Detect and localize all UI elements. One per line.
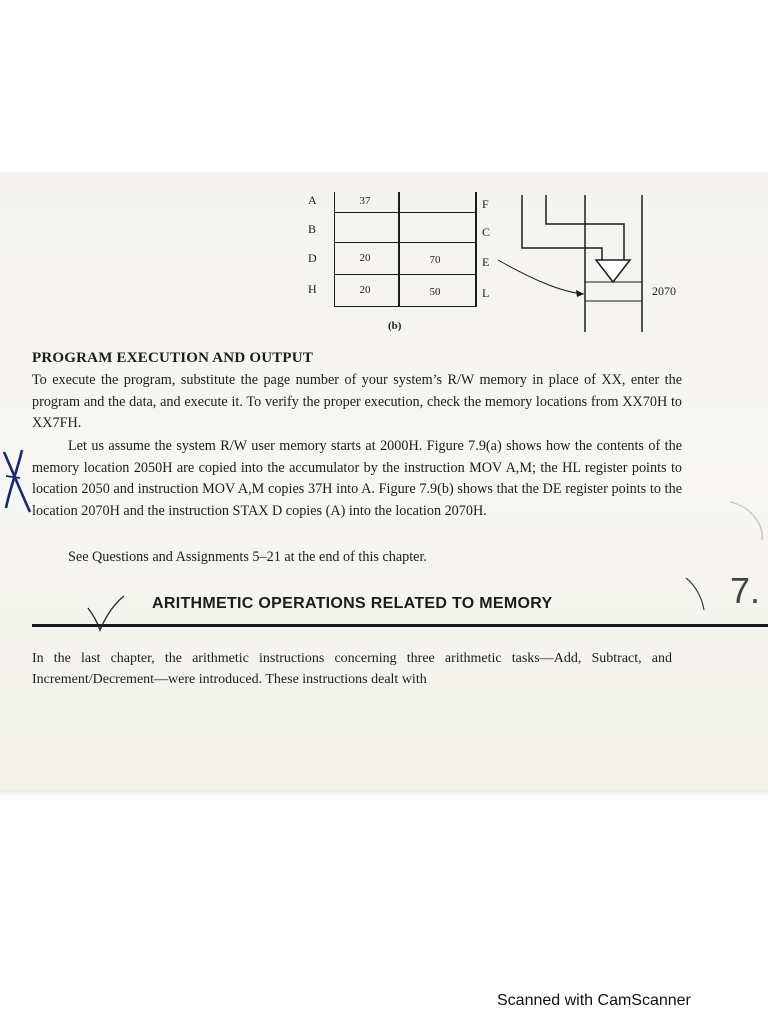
register-label-a: A <box>308 193 317 207</box>
register-label-f: F <box>482 197 489 211</box>
register-label-b: B <box>308 222 317 236</box>
paragraph-figure-description: Let us assume the system R/W user memory starts at 2000H. Figure 7.9(a) shows how the contents of the memory location 2050H are copied into the accumulator by the instruction MOV A,M; the HL register points to location 2050 and instruction MOV A,M copies 37H into A. Figure 7.9(b) shows that the DE register points to the location 2070H and the instruction STAX D copies (A) into the location 2070H. <box>32 438 682 519</box>
memory-diagram <box>470 190 650 340</box>
grid-line <box>334 306 476 307</box>
scanner-watermark: Scanned with CamScanner <box>497 992 691 1009</box>
register-a-value: 37 <box>359 195 371 207</box>
figure-caption: (b) <box>388 320 402 332</box>
register-label-d: D <box>308 251 317 265</box>
down-arrow-icon <box>596 260 630 282</box>
register-label-e: E <box>482 255 490 269</box>
section-number: 7. <box>730 570 761 611</box>
register-label-h: H <box>308 282 317 296</box>
pointer-arrow <box>498 260 584 294</box>
register-h-value: 20 <box>359 284 371 296</box>
page-edge <box>0 790 768 796</box>
register-e-value: 70 <box>429 254 441 266</box>
register-label-c: C <box>482 225 491 239</box>
register-d-value: 20 <box>359 252 371 264</box>
grid-line <box>334 274 476 275</box>
grid-line <box>334 212 476 213</box>
pointer-arrowhead <box>576 290 584 297</box>
paragraph-arithmetic-intro: In the last chapter, the arithmetic instructions concerning three arithmetic tasks—Add, Subtract, and Increment/Decrement—were introduced. These instructions dealt with <box>32 651 672 687</box>
pen-check-mark-icon <box>86 594 126 634</box>
data-path-outer <box>522 195 602 260</box>
paragraph-program-execution: To execute the program, substitute the page number of your system’s R/W memory in place of XX, enter the program and the data, and execute it. To verify the proper execution, check the memory locations from XX70H to XX7FH. <box>32 372 682 431</box>
grid-line <box>334 242 476 243</box>
heading-rule <box>32 624 768 627</box>
register-label-l: L <box>482 286 490 300</box>
pen-x-mark-icon <box>0 446 36 518</box>
section-title: PROGRAM EXECUTION AND OUTPUT <box>32 350 314 366</box>
section-heading: ARITHMETIC OPERATIONS RELATED TO MEMORY <box>152 595 553 612</box>
memory-address-label: 2070 <box>652 284 676 298</box>
register-l-value: 50 <box>429 286 441 298</box>
paragraph-assignments: See Questions and Assignments 5–21 at the end of this chapter. <box>68 549 427 565</box>
